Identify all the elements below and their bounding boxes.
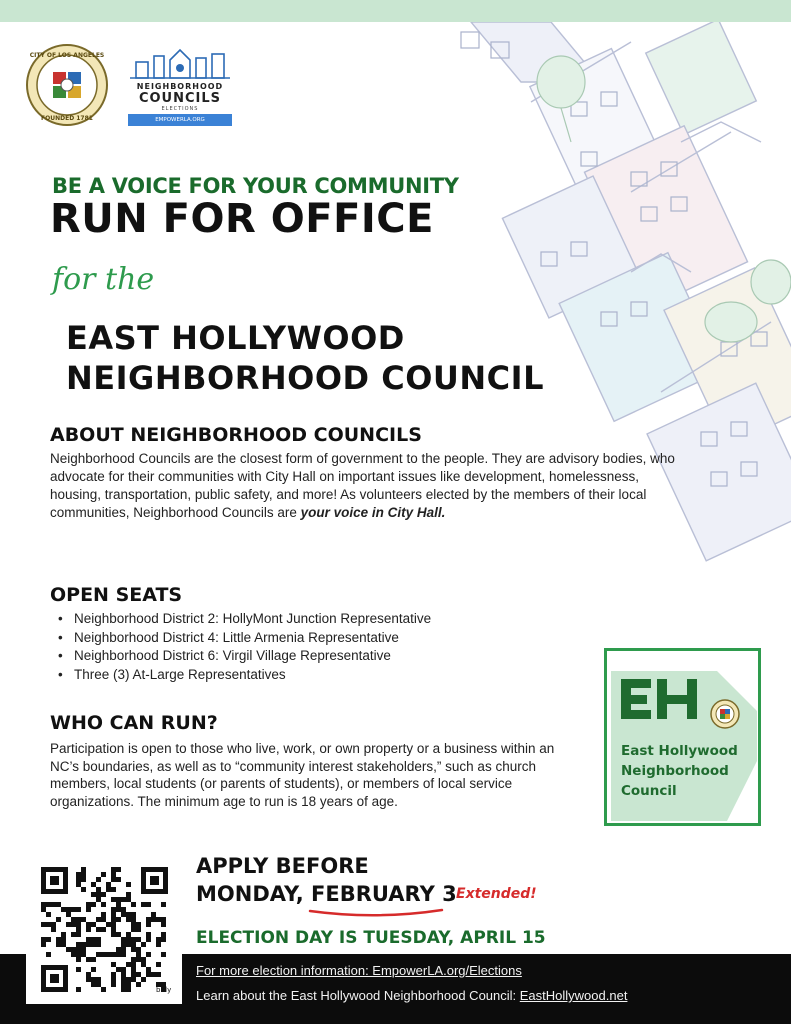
election-day-text: ELECTION DAY IS TUESDAY, APRIL 15 (196, 928, 546, 948)
seal-bottom-text: FOUNDED 1781 (41, 115, 93, 122)
qr-code-icon (26, 846, 182, 1004)
election-info-link[interactable]: For more election information: EmpowerLA.org/Elections (196, 963, 522, 978)
about-emphasis: your voice in City Hall. (300, 505, 446, 520)
learn-more-label: Learn about the East Hollywood Neighborhood Council: (196, 988, 520, 1003)
red-underline-swoosh (306, 906, 446, 920)
about-body-text: Neighborhood Councils are the closest form of government to the people. They are advisory bodies, who advocate for their communities with City Hall on important issues like development, homelessness, housing, transportation, public safety, and more! As volunteers elected by the members of their local communities, Neighborhood Councils are (50, 451, 675, 520)
list-item: • Neighborhood District 6: Virgil Village Representative (74, 647, 431, 666)
nc-logo-line2: COUNCILS (138, 91, 222, 106)
extended-badge: Extended! (456, 886, 537, 902)
open-seats-title: OPEN SEATS (50, 584, 183, 606)
who-can-run-title: WHO CAN RUN? (50, 712, 218, 734)
skyline-icon (128, 46, 232, 80)
about-title: ABOUT NEIGHBORHOOD COUNCILS (50, 424, 422, 446)
council-name-line1: EAST HOLLYWOOD (66, 319, 405, 357)
eh-logo-line3: Council (621, 783, 677, 799)
council-name (66, 318, 544, 398)
headline: RUN FOR OFFICE (50, 196, 434, 242)
nc-elections-logo (128, 46, 232, 126)
top-color-band (0, 0, 791, 22)
apply-before-line1: APPLY BEFORE (196, 854, 369, 878)
learn-more-text (196, 988, 627, 1003)
apply-before-date: MONDAY, FEBRUARY 3 (196, 882, 457, 906)
seal-top-text: CITY OF LOS ANGELES (29, 52, 105, 59)
council-name-line2: NEIGHBORHOOD COUNCIL (66, 359, 544, 397)
city-seal-logo (26, 44, 108, 126)
nc-logo-line3: ELECTIONS (161, 106, 199, 112)
eh-logo-line1: East Hollywood (621, 743, 738, 759)
list-item: • Neighborhood District 2: HollyMont Junction Representative (74, 610, 431, 629)
qr-caption: bitly (156, 986, 172, 994)
qr-code[interactable] (26, 846, 182, 1004)
nc-logo-line1: NEIGHBORHOOD (136, 82, 224, 91)
list-item: • Three (3) At-Large Representatives (74, 666, 431, 685)
for-the-script: for the (52, 262, 155, 297)
list-item: • Neighborhood District 4: Little Armenia Representative (74, 629, 431, 648)
who-can-run-body: Participation is open to those who live, work, or own property or a business within an NC’s boundaries, as well as to “community interest stakeholders,” such as church members, local students (or parents of students), or members of local service organizations. The minimum age to run is 18 years of age. (50, 741, 555, 809)
east-hollywood-link[interactable]: EastHollywood.net (519, 988, 628, 1003)
kicker-text: BE A VOICE FOR YOUR COMMUNITY (52, 174, 459, 198)
open-seats-list (74, 610, 431, 684)
east-hollywood-logo (604, 648, 761, 826)
eh-logo-line2: Neighborhood (621, 763, 729, 779)
nc-logo-url: EMPOWERLA.ORG (128, 114, 232, 126)
about-body (50, 450, 690, 522)
